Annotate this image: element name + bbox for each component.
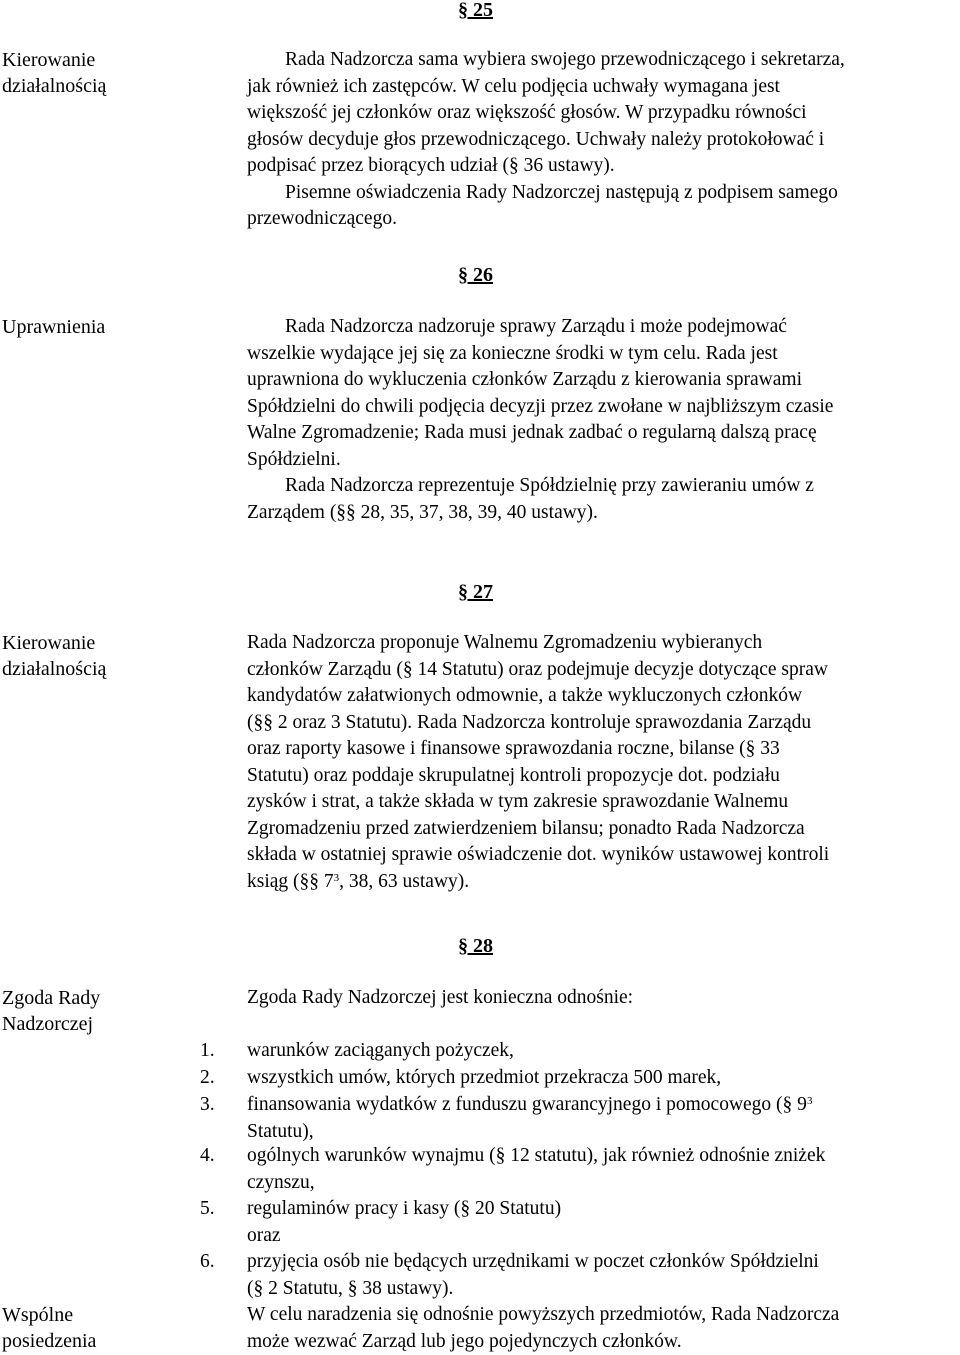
section-26-heading: § 26 — [458, 264, 493, 286]
section-28-closing: W celu naradzenia się odnośnie powyższych przedmiotów, Rada Nadzorcza może wezwać Zarząd lub jego pojedynczych członków. — [247, 1304, 840, 1352]
section-25-body: Rada Nadzorcza sama wybiera swojego przewodniczącego i sekretarza, jak również ich zastępców. W celu podjęcia uchwały wymagana jest większość jej członków oraz większość głosów. W przypadku równości głosów decyduje głos przewodniczącego. Uchwały należy protokołować i podpisać przez biorących udział (§ 36 ustawy). Pisemne oświadczenia Rady Nadzorczej następują z podpisem samego przewodniczącego. — [247, 49, 845, 229]
section-27-body: Rada Nadzorcza proponuje Walnemu Zgromadzeniu wybieranych członków Zarządu (§ 14 Statutu) oraz podejmuje decyzje dotyczące spraw kandydatów załatwionych odmownie, a także wykluczonych członków (§§ 2 oraz 3 Statutu). Rada Nadzorcza kontroluje sprawozdania Zarządu oraz raporty kasowe i finansowe sprawozdania roczne, bilanse (§ 33 Statutu) oraz poddaje skrupulatnej kontroli propozycje dot. podziału zysków i strat, a także składa w tym zakresie sprawozdanie Walnemu Zgromadzeniu przed zatwierdzeniem bilansu; ponadto Rada Nadzorcza składa w ostatniej sprawie oświadczenie dot. wyników ustawowej kontroli ksiąg (§§ $7^3$, 38, 63 ustawy). — [247, 630, 959, 895]
section-28-intro: Zgoda Rady Nadzorczej jest konieczna odnośnie: — [247, 987, 634, 1008]
section-27-side-label: Kierowanie działalnością — [2, 632, 107, 680]
section-25-heading: § 25 — [458, 0, 493, 21]
section-25-side-label: Kierowanie działalnością — [2, 49, 107, 97]
section-26-side-label: Uprawnienia — [2, 316, 106, 338]
section-27-last-line: ksiąg (§§ $7^3$, 38, 63 ustawy). — [247, 870, 470, 892]
section-26-body: Rada Nadzorcza nadzoruje sprawy Zarządu i może podejmować wszelkie wydające jej się za konieczne środki w tym celu. Rada jest uprawniona do wykluczenia członków Zarządu z kierowania sprawami Spółdzielni do chwili podjęcia decyzji przez zwołane w najbliższym czasie Walne Zgromadzenie; Rada musi jednak zadbać o regularną dalszą pracę Spółdzielni. Rada Nadzorcza reprezentuje Spółdzielnię przy zawieraniu umów z Zarządem (§§ 28, 35, 37, 38, 39, 40 ustawy). — [247, 316, 834, 523]
section-28-side-label: Zgoda Rady Nadzorczej — [2, 987, 101, 1035]
section-28-side-label-2: Wspólne posiedzenia — [2, 1304, 97, 1352]
section-28-heading: § 28 — [458, 935, 493, 957]
section-27-heading: § 27 — [458, 581, 493, 603]
